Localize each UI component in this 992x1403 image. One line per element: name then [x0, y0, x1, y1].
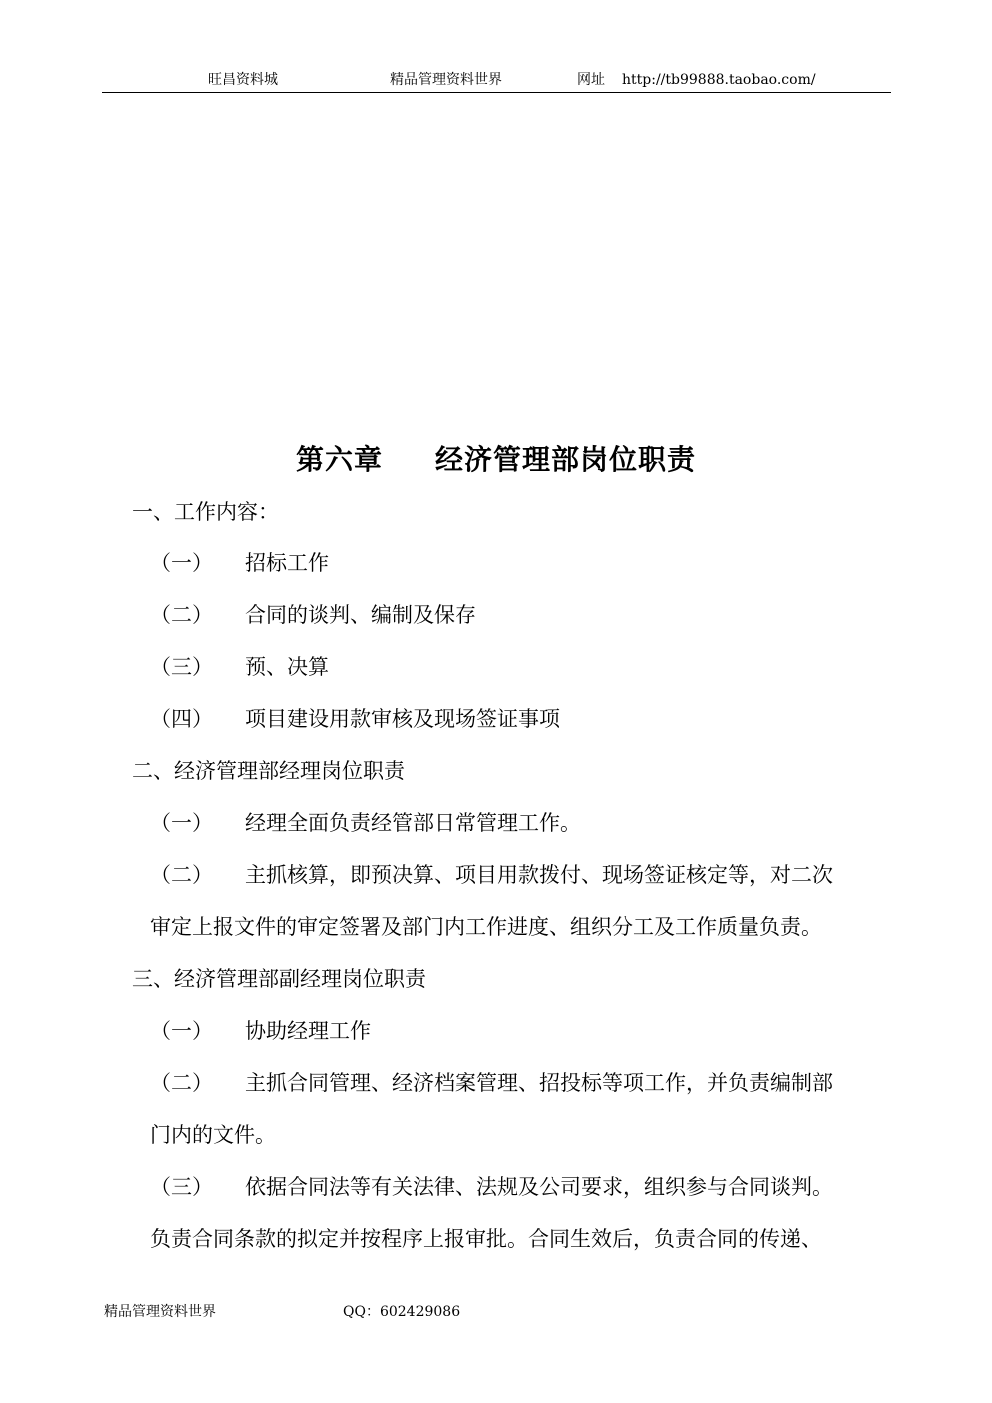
- item-number: （一）: [150, 811, 213, 835]
- list-item: [150, 548, 329, 578]
- header-url-label: 网址: [577, 72, 605, 88]
- chapter-name: 经济管理部岗位职责: [435, 443, 697, 476]
- item-text: 依据合同法等有关法律、法规及公司要求，组织参与合同谈判。: [245, 1175, 833, 1199]
- item-number: （四）: [150, 707, 213, 731]
- item-text: 经理全面负责经管部日常管理工作。: [245, 811, 581, 835]
- chapter-number: 第六章: [295, 443, 383, 476]
- list-item: [150, 652, 329, 682]
- item-number: （一）: [150, 1019, 213, 1043]
- item-text-continuation: 门内的文件。: [150, 1123, 276, 1147]
- section-heading: 三、经济管理部副经理岗位职责: [132, 967, 426, 991]
- item-text: 预、决算: [245, 655, 329, 679]
- list-item: [150, 1172, 833, 1202]
- item-text: 项目建设用款审核及现场签证事项: [245, 707, 560, 731]
- item-text: 主抓合同管理、经济档案管理、招投标等项工作，并负责编制部: [245, 1071, 833, 1095]
- header-divider: [102, 92, 891, 93]
- item-number: （一）: [150, 551, 213, 575]
- list-item: [150, 1068, 833, 1098]
- header-site-name: 旺昌资料城: [208, 72, 278, 88]
- header-tagline: 精品管理资料世界: [390, 72, 502, 88]
- list-item: [150, 704, 560, 734]
- item-number: （二）: [150, 863, 213, 887]
- item-number: （三）: [150, 655, 213, 679]
- item-text: 主抓核算，即预决算、项目用款拨付、现场签证核定等，对二次: [245, 863, 833, 887]
- item-text: 协助经理工作: [245, 1019, 371, 1043]
- section-heading: 一、工作内容：: [132, 500, 279, 524]
- item-text-continuation: 审定上报文件的审定签署及部门内工作进度、组织分工及工作质量负责。: [150, 915, 822, 939]
- list-item: [150, 808, 581, 838]
- list-item: [150, 860, 833, 890]
- section-heading: 二、经济管理部经理岗位职责: [132, 759, 405, 783]
- header-url[interactable]: http://tb99888.taobao.com/: [622, 72, 816, 88]
- item-number: （二）: [150, 1071, 213, 1095]
- item-number: （二）: [150, 603, 213, 627]
- item-number: （三）: [150, 1175, 213, 1199]
- item-text: 招标工作: [245, 551, 329, 575]
- footer-qq: QQ：602429086: [343, 1304, 461, 1320]
- footer-site-name: 精品管理资料世界: [104, 1304, 216, 1320]
- item-text: 合同的谈判、编制及保存: [245, 603, 476, 627]
- list-item: [150, 1016, 371, 1046]
- item-text-continuation: 负责合同条款的拟定并按程序上报审批。合同生效后，负责合同的传递、: [150, 1227, 822, 1251]
- list-item: [150, 600, 476, 630]
- page-title: [0, 440, 992, 480]
